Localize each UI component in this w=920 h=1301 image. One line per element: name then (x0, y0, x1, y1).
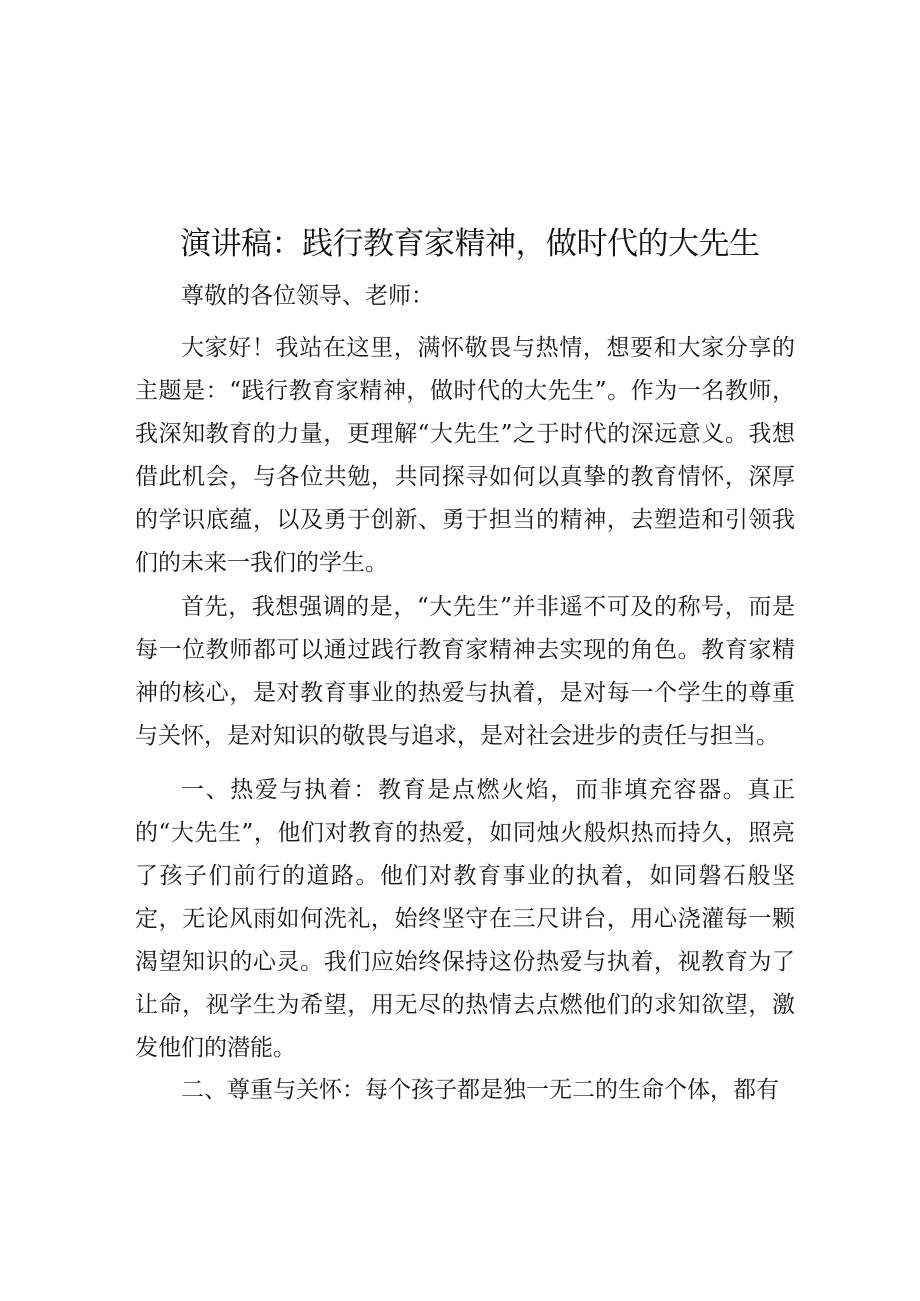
speech-title: 演讲稿：践行教育家精神，做时代的大先生 (180, 226, 760, 262)
paragraph-section-two: 二、尊重与关怀：每个孩子都是独一无二的生命个体，都有 (181, 1077, 779, 1103)
paragraph-greeting: 大家好！我站在这里，满怀敬畏与热情，想要和大家分享的主题是：“践行教育家精神，做时代的大先生”。作为一名教师，我深知教育的力量，更理解“大先生”之于时代的深远意义。我想借此机会，与各位共勉，共同探寻如何以真挚的教育情怀，深厚的学识底蕴，以及勇于创新、勇于担当的精神，去塑造和引领我们的未来一我们的学生。 (135, 335, 795, 576)
salutation: 尊敬的各位领导、老师： (181, 283, 434, 309)
paragraph-section-one: 一、热爱与执着：教育是点燃火焰，而非填充容器。真正的“大先生”，他们对教育的热爱，如同烛火般炽热而持久，照亮了孩子们前行的道路。他们对教育事业的执着，如同磐石般坚定，无论风雨如何洗礼，始终坚守在三尺讲台，用心浇灌每一颗渴望知识的心灵。我们应始终保持这份热爱与执着，视教育为了让命，视学生为希望，用无尽的热情去点燃他们的求知欲望，激发他们的潜能。 (135, 777, 795, 1061)
paragraph-intro: 首先，我想强调的是，“大先生”并非遥不可及的称号，而是每一位教师都可以通过践行教育家精神去实现的角色。教育家精神的核心，是对教育事业的热爱与执着，是对每一个学生的尊重与关怀，是对知识的敬畏与追求，是对社会进步的责任与担当。 (135, 594, 795, 749)
